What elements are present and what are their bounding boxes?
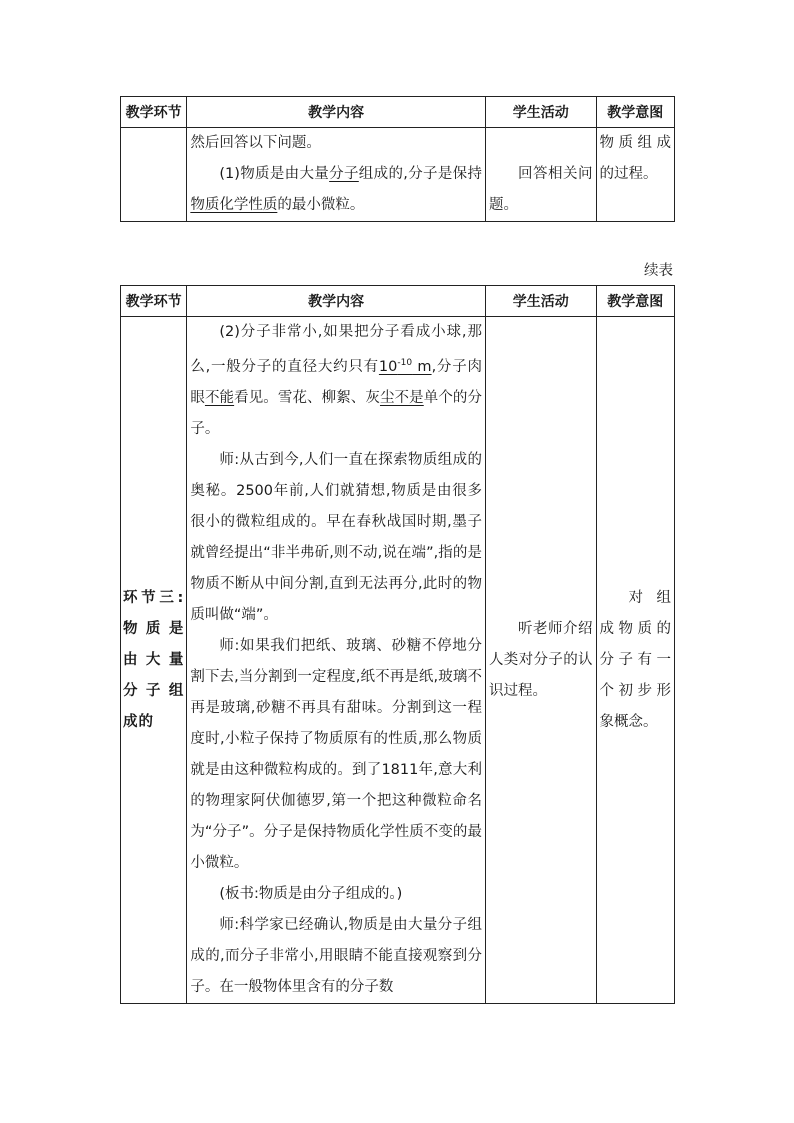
content-cell bbox=[187, 317, 486, 1004]
blank-answer: 尘不是 bbox=[379, 390, 424, 406]
blank-answer: 物质化学性质 bbox=[190, 197, 278, 213]
lesson-table-1 bbox=[120, 96, 675, 222]
header-activity: 学生活动 bbox=[485, 286, 596, 317]
teacher-paragraph: 师:从古到今,人们一直在探索物质组成的奥秘。2500年前,人们就猜想,物质是由很多很小的微粒组成的。早在春秋战国时期,墨子就曾经提出“非半弗斫,则不动,说在端”,指的是物质不断从中间分割,直到无法再分,此时的物质叫做“端”。 bbox=[190, 452, 482, 623]
continuation-label: 续表 bbox=[644, 263, 673, 279]
table-header-row bbox=[121, 97, 675, 128]
table-row bbox=[121, 317, 675, 1004]
activity-text: 听老师介绍人类对分子的认识过程。 bbox=[488, 620, 593, 699]
blank-answer: $10^{-10}$ m bbox=[378, 358, 432, 375]
content-line: 然后回答以下问题。 bbox=[190, 135, 321, 151]
lesson-table-2 bbox=[120, 285, 675, 1004]
teacher-paragraph: 师:科学家已经确认,物质是由大量分子组成的,而分子非常小,用眼睛不能直接观察到分子。在一般物体里含有的分子数 bbox=[190, 917, 482, 995]
intent-cell bbox=[596, 317, 674, 1004]
question-2: (2)分子非常小,如果把分子看成小球,那么,一般分子的直径大约只有$10^{-10}$ m,分子肉眼不能看见。雪花、柳絮、灰尘不是单个的分子。 bbox=[190, 324, 482, 437]
header-stage: 教学环节 bbox=[121, 286, 187, 317]
activity-cell bbox=[485, 317, 596, 1004]
activity-cell bbox=[485, 128, 596, 222]
teacher-paragraph: 师:如果我们把纸、玻璃、砂糖不停地分割下去,当分割到一定程度,纸不再是纸,玻璃不再是玻璃,砂糖不再具有甜味。分割到这一程度时,小粒子保持了物质原有的性质,那么物质就是由这种微粒构成的。到了1811年,意大利的物理家阿伏伽德罗,第一个把这种微粒命名为“分子”。分子是保持物质化学性质不变的最小微粒。 bbox=[190, 638, 482, 871]
header-intent: 教学意图 bbox=[596, 97, 674, 128]
blank-answer: 分子 bbox=[329, 166, 359, 182]
stage-cell bbox=[121, 128, 187, 222]
board-note: (板书:物质是由分子组成的。) bbox=[219, 886, 403, 902]
blank-answer: 不能 bbox=[204, 390, 235, 406]
header-intent: 教学意图 bbox=[596, 286, 674, 317]
header-activity: 学生活动 bbox=[485, 97, 596, 128]
table-row bbox=[121, 128, 675, 222]
stage-cell bbox=[121, 317, 187, 1004]
question-1: (1)物质是由大量分子组成的,分子是保持物质化学性质的最小微粒。 bbox=[190, 166, 482, 213]
table-header-row bbox=[121, 286, 675, 317]
content-cell bbox=[187, 128, 486, 222]
activity-text: 回答相关问题。 bbox=[488, 166, 593, 213]
header-content: 教学内容 bbox=[187, 97, 486, 128]
header-stage: 教学环节 bbox=[121, 97, 187, 128]
intent-text: 物质组成的过程。 bbox=[599, 135, 671, 182]
header-content: 教学内容 bbox=[187, 286, 486, 317]
intent-cell bbox=[596, 128, 674, 222]
section-label: 环节三:物质是由大量分子组成的 bbox=[123, 589, 185, 730]
intent-text: 对组成物质的分子有一个初步形象概念。 bbox=[599, 589, 671, 730]
